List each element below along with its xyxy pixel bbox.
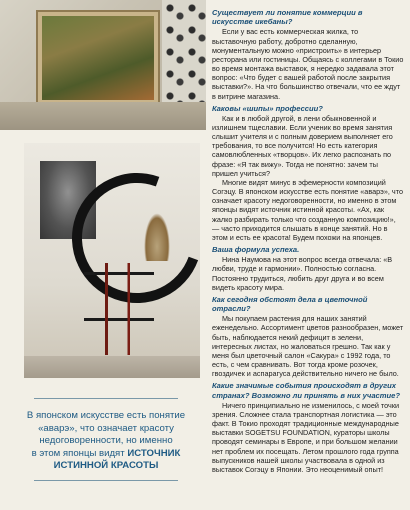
pull-quote-prefix: в этом японцы видят bbox=[31, 447, 128, 459]
question-heading: Каковы «шипы» профессии? bbox=[212, 103, 323, 113]
pull-quote-text bbox=[16, 410, 196, 473]
qa-section bbox=[212, 245, 404, 292]
answer-paragraph: Как и в любой другой, в лени обыкновенной и излишнем тщеславии. Если ученик во время занятия слышит учителя и с полным доверием выполняет его требования, то все получится! Но есть категория самовлюбленных «творцов». Их легко распознать по фразе: «Я так вижу». Тогда не понятно: зачем ты пришел учиться? bbox=[212, 113, 393, 178]
pull-quote-line bbox=[16, 448, 196, 461]
answer-paragraph: Многие видят минус в эфемерности композиций Согэцу. В японском искусстве есть понятие «аварэ», что означает красоту недоговоренности, но именно в этом японцы видят источник истинной красоты. «Ах, как жалко разбирать только что созданную композицию!», — часто приходится слышать в конце занятий. Но в этом и есть ее красота! Будем похожи на японцев. bbox=[212, 177, 403, 242]
pull-quote-line: «аварэ», что означает красоту bbox=[38, 422, 174, 434]
answer-paragraph: Если у вас есть коммерческая жилка, то выставочную работу, добротно сделанную, монументальную можно «пристроить» в интерьер ресторана или гостиницы. Общаясь с коллегами в Токио во время монтажа выставок, я нередко задавала этот вопрос: «Что будет с вашей работой после закрытия выставки?». На что большинство отвечали, что ее ждут в витрине магазина. bbox=[212, 27, 404, 101]
pull-quote-top-rule bbox=[34, 398, 178, 399]
answer-paragraph: Мы покупаем растения для наших занятий еженедельно. Ассортимент цветов разнообразен, может быть, наблюдается некий дефицит в зелени, интересных листах, но жаловаться грешно. Так как у меня был цветочный салон «Сакура» с 1992 года, то есть, с чем сравнивать. Вот тогда кроме розочек, гвоздичек и аспарагуса действительно ничего не было. bbox=[212, 314, 404, 379]
question-heading: Как сегодня обстоят дела в цветочной отрасли? bbox=[212, 294, 368, 314]
question-heading: Существует ли понятие коммерции в искусстве икебаны? bbox=[212, 8, 363, 27]
exhibition-photo-top bbox=[0, 0, 206, 130]
answer-paragraph: Ничего принципиально не изменилось, с моей точки зрения. Сложнее стала транспортная логистика — это факт. В Токио проходят традиционные международные выставки SOGETSU FOUNDATION, кураторы школы проводят семинары в Европе, и при большом желании нет проблем их посещать. Летом прошлого года группа выпускников нашей школы участвовала в одной из выставок Согэцу в Японии. Это неоценимый опыт! bbox=[212, 400, 400, 474]
article-column bbox=[212, 8, 404, 508]
dried-plant bbox=[144, 213, 170, 261]
pull-quote-line: В японском искусстве есть понятие bbox=[26, 410, 186, 421]
answer-paragraph: Нина Наумова на этот вопрос всегда отвечала: «В любви, труде и гармонии». Полностью согласна. Постоянно трудиться, любить друг друга и во всем видеть красоту мира. bbox=[212, 255, 393, 292]
pull-quote-line: недоговоренности, но именно bbox=[39, 435, 173, 446]
floor bbox=[0, 102, 206, 130]
qa-section bbox=[212, 381, 404, 474]
red-metal-stand bbox=[84, 263, 154, 355]
qa-section bbox=[212, 104, 404, 242]
pull-quote-emphasis: ИСТОЧНИК bbox=[127, 447, 181, 459]
pull-quote-bottom-rule bbox=[34, 480, 178, 481]
question-heading: Какие значимые события происходят в других странах? Возможно ли принять в них участие? bbox=[212, 381, 401, 400]
qa-section bbox=[212, 8, 404, 101]
ikebana-installation-photo bbox=[24, 143, 200, 378]
floor bbox=[24, 356, 200, 378]
framed-painting bbox=[38, 12, 158, 104]
qa-section bbox=[212, 295, 404, 379]
pull-quote bbox=[16, 390, 196, 510]
question-heading: Ваша формула успеха. bbox=[212, 245, 300, 255]
pull-quote-emphasis-line: ИСТИННОЙ КРАСОТЫ bbox=[53, 460, 159, 471]
